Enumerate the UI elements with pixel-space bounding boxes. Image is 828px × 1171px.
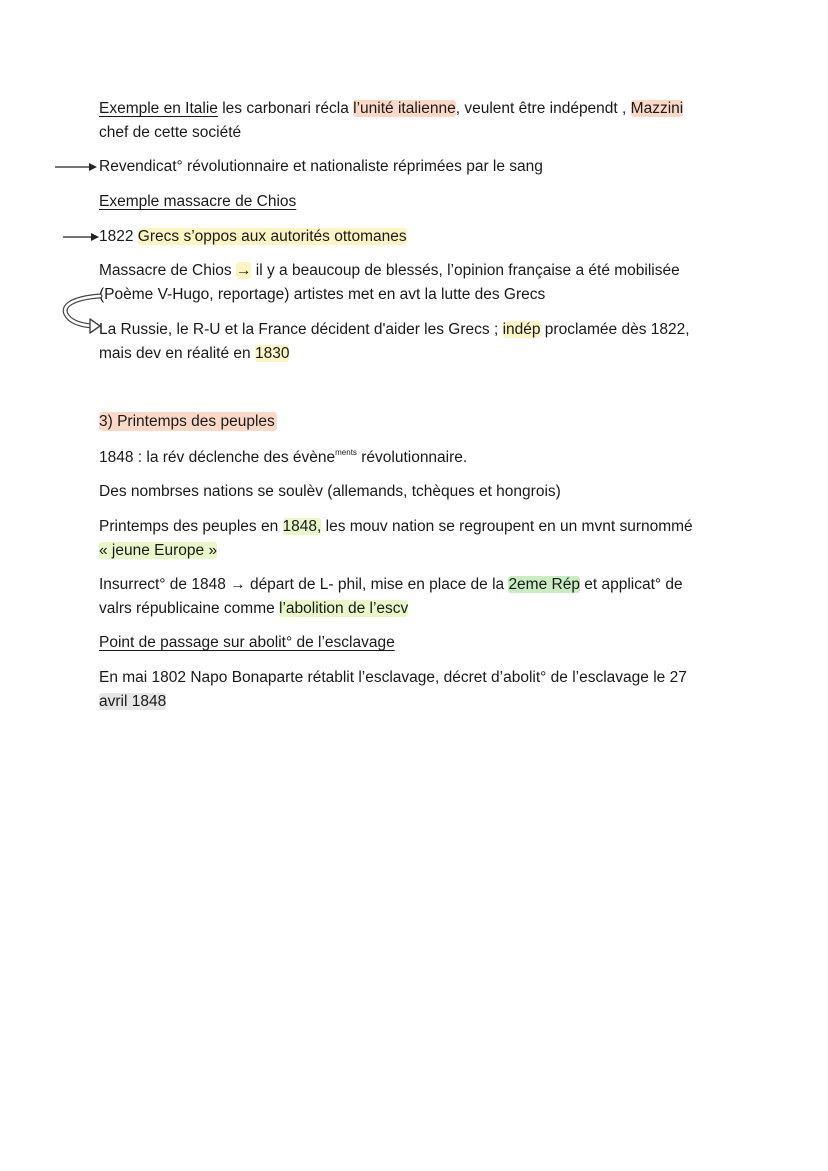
paragraph-slavery: [99, 666, 739, 714]
highlight: l’unité italienne: [353, 100, 456, 117]
highlight: « jeune Europe »: [99, 542, 218, 559]
text: chef de cette société: [99, 124, 242, 141]
text: Revendicat° révolutionnaire et nationaliste réprimées par le sang: [99, 158, 543, 175]
paragraph-1822: [99, 225, 739, 249]
section-title: 3) Printemps des peuples: [99, 413, 275, 430]
text: il y a beaucoup de blessés, l’opinion française a été mobilisée: [251, 262, 680, 279]
paragraph-italy-example: [99, 97, 739, 145]
text: Massacre de Chios: [99, 262, 236, 279]
highlight: 1848,: [282, 518, 322, 535]
text: valrs républicaine comme: [99, 600, 280, 617]
paragraph-insurrection: [99, 573, 739, 621]
subheading-abolition: [99, 631, 739, 655]
example-label: Exemple massacre de Chios: [99, 193, 297, 210]
text: Des nombrses nations se soulèv (allemands, tchèques et hongrois): [99, 483, 561, 500]
highlight: 1830: [254, 345, 290, 362]
text: les mouv nation se regroupent en un mvnt surnommé: [321, 518, 693, 535]
highlight: Mazzini: [630, 100, 684, 117]
paragraph-printemps: [99, 515, 739, 563]
highlight: avril 1848: [99, 693, 167, 710]
highlight: indép: [502, 321, 541, 338]
text: mais dev en réalité en: [99, 345, 255, 362]
example-label: Point de passage sur abolit° de l’esclavage: [99, 634, 395, 651]
text: Insurrect° de 1848 → départ de L- phil, mise en place de la: [99, 576, 509, 593]
text: Printemps des peuples en: [99, 518, 283, 535]
paragraph-repression: [99, 155, 739, 179]
paragraph-nations: [99, 480, 739, 504]
subheading-chios: [99, 190, 739, 214]
arrow-right-icon: [63, 231, 99, 243]
text: La Russie, le R-U et la France décident d'aider les Grecs ;: [99, 321, 503, 338]
text: les carbonari récla: [217, 100, 354, 117]
paragraph-chios-massacre: [99, 259, 739, 307]
text: proclamée dès 1822,: [540, 321, 690, 338]
text: , veulent être indépendt ,: [455, 100, 631, 117]
superscript: ments: [335, 448, 357, 457]
arrow-text: →: [235, 262, 252, 279]
arrow-right-icon: [55, 161, 97, 173]
text: révolutionnaire.: [356, 449, 468, 466]
text: 1848 : la rév déclenche des évène: [99, 449, 336, 466]
highlight: Grecs s’oppos aux autorités ottomanes: [137, 228, 407, 245]
example-label: Exemple en Italie: [99, 100, 218, 117]
highlight: l’abolition de l’escv: [279, 600, 409, 617]
highlight: 2eme Rép: [508, 576, 580, 593]
paragraph-powers-help: [99, 318, 739, 366]
paragraph-1848: [99, 446, 739, 470]
year: 1822: [99, 228, 138, 245]
text: et applicat° de: [579, 576, 683, 593]
text: (Poème V-Hugo, reportage) artistes met en avt la lutte des Grecs: [99, 286, 546, 303]
section-heading: [99, 410, 739, 434]
text: En mai 1802 Napo Bonaparte rétablit l’esclavage, décret d’abolit° de l’esclavage le 27: [99, 669, 687, 686]
